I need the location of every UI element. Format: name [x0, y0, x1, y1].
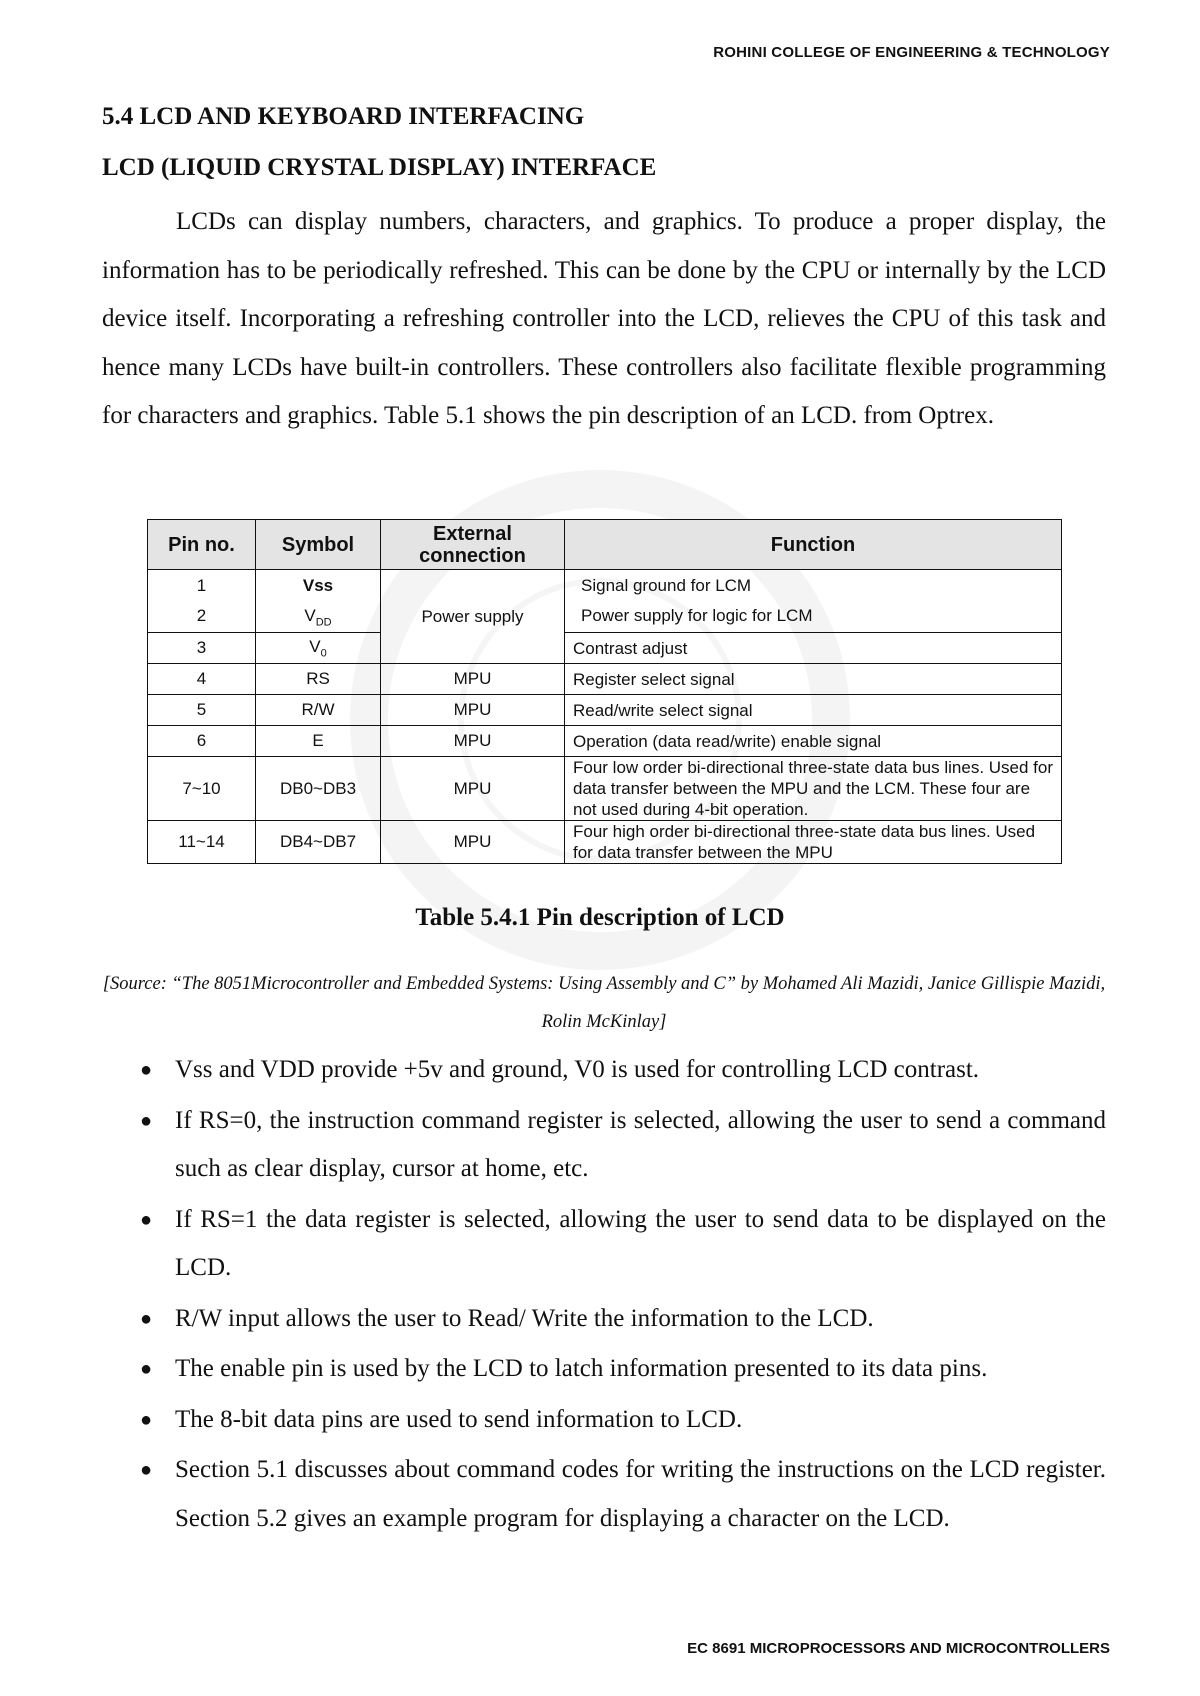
pin-description-table [147, 519, 1062, 864]
bullet-icon: ● [140, 1208, 153, 1231]
list-item: ● R/W input allows the user to Read/ Write the information to the LCD. [102, 1295, 1106, 1344]
header-symbol: Symbol [256, 520, 381, 570]
pin-cell: 11~14 [148, 821, 256, 864]
section-title: 5.4 LCD AND KEYBOARD INTERFACING [102, 103, 585, 130]
function-cell: Four high order bi-directional three-state data bus lines. Used for data transfer between the MPU [565, 821, 1062, 864]
symbol-cell: Vss $V_{DD}$ [256, 570, 381, 633]
symbol-cell: $V_0$ [256, 633, 381, 664]
header-function: Function [565, 520, 1062, 570]
function-cell: Contrast adjust [565, 633, 1062, 664]
external-cell: MPU [381, 664, 565, 695]
table-row [148, 757, 1062, 821]
bullet-icon: ● [140, 1109, 153, 1132]
page-footer: EC 8691 MICROPROCESSORS AND MICROCONTROLLERS [687, 1640, 1110, 1657]
bullet-icon: ● [140, 1408, 153, 1431]
function-cell: Operation (data read/write) enable signal [565, 726, 1062, 757]
header-pin-no: Pin no. [148, 520, 256, 570]
external-cell: MPU [381, 821, 565, 864]
table-caption: Table 5.4.1 Pin description of LCD [415, 904, 785, 931]
table-row [148, 695, 1062, 726]
function-cell: Read/write select signal [565, 695, 1062, 726]
header-external-connection: External connection [381, 520, 565, 570]
external-cell: Power supply [381, 570, 565, 664]
symbol-cell: DB4~DB7 [256, 821, 381, 864]
list-item: ● Vss and VDD provide +5v and ground, V0 is used for controlling LCD contrast. [102, 1046, 1106, 1095]
bullet-icon: ● [140, 1307, 153, 1330]
symbol-cell: E [256, 726, 381, 757]
pin-cell: 7~10 [148, 757, 256, 821]
function-cell: Signal ground for LCM Power supply for logic for LCM [565, 570, 1062, 633]
bullet-list [102, 1046, 1106, 1545]
table-row [148, 821, 1062, 864]
function-cell: Register select signal [565, 664, 1062, 695]
symbol-cell: RS [256, 664, 381, 695]
bullet-icon: ● [140, 1059, 153, 1081]
list-item: ● The enable pin is used by the LCD to latch information presented to its data pins. [102, 1345, 1106, 1394]
table-row [148, 664, 1062, 695]
source-citation: [Source: “The 8051Microcontroller and Embedded Systems: Using Assembly and C” by Mohamed Ali Mazidi, Janice Gillispie Mazidi, Rolin McKinlay] [102, 974, 1106, 1032]
external-cell: MPU [381, 726, 565, 757]
external-cell: MPU [381, 695, 565, 726]
table-row [148, 726, 1062, 757]
bullet-icon: ● [140, 1358, 153, 1380]
list-item: ● The 8-bit data pins are used to send information to LCD. [102, 1396, 1106, 1445]
symbol-cell: R/W [256, 695, 381, 726]
pin-cell: 4 [148, 664, 256, 695]
pin-cell: 3 [148, 633, 256, 664]
list-item: ● If RS=0, the instruction command register is selected, allowing the user to send a command such as clear display, cursor at home, etc. [102, 1097, 1106, 1194]
pin-cell: 6 [148, 726, 256, 757]
page-header: ROHINI COLLEGE OF ENGINEERING & TECHNOLOGY [713, 44, 1110, 61]
subsection-title: LCD (LIQUID CRYSTAL DISPLAY) INTERFACE [102, 154, 657, 181]
external-cell: MPU [381, 757, 565, 821]
table-row [148, 633, 1062, 664]
list-item: ● Section 5.1 discusses about command codes for writing the instructions on the LCD register. Section 5.2 gives an example program for displaying a character on the LCD. [102, 1446, 1106, 1543]
symbol-cell: DB0~DB3 [256, 757, 381, 821]
pin-cell: 1 2 [148, 570, 256, 633]
function-cell: Four low order bi-directional three-state data bus lines. Used for data transfer between the MPU and the LCM. These four are not used during 4-bit operation. [565, 757, 1062, 821]
table-header-row [148, 520, 1062, 570]
intro-paragraph: LCDs can display numbers, characters, and graphics. To produce a proper display, the information has to be periodically refreshed. This can be done by the CPU or internally by the LCD device itself. Incorporating a refreshing controller into the LCD, relieves the CPU of this task and hence many LCDs have built-in controllers. These controllers also facilitate flexible programming for characters and graphics. Table 5.1 shows the pin description of an LCD. from Optrex. [102, 208, 1106, 429]
pin-cell: 5 [148, 695, 256, 726]
list-item: ● If RS=1 the data register is selected, allowing the user to send data to be displayed on the LCD. [102, 1196, 1106, 1293]
table-row [148, 570, 1062, 633]
bullet-icon: ● [140, 1459, 153, 1481]
